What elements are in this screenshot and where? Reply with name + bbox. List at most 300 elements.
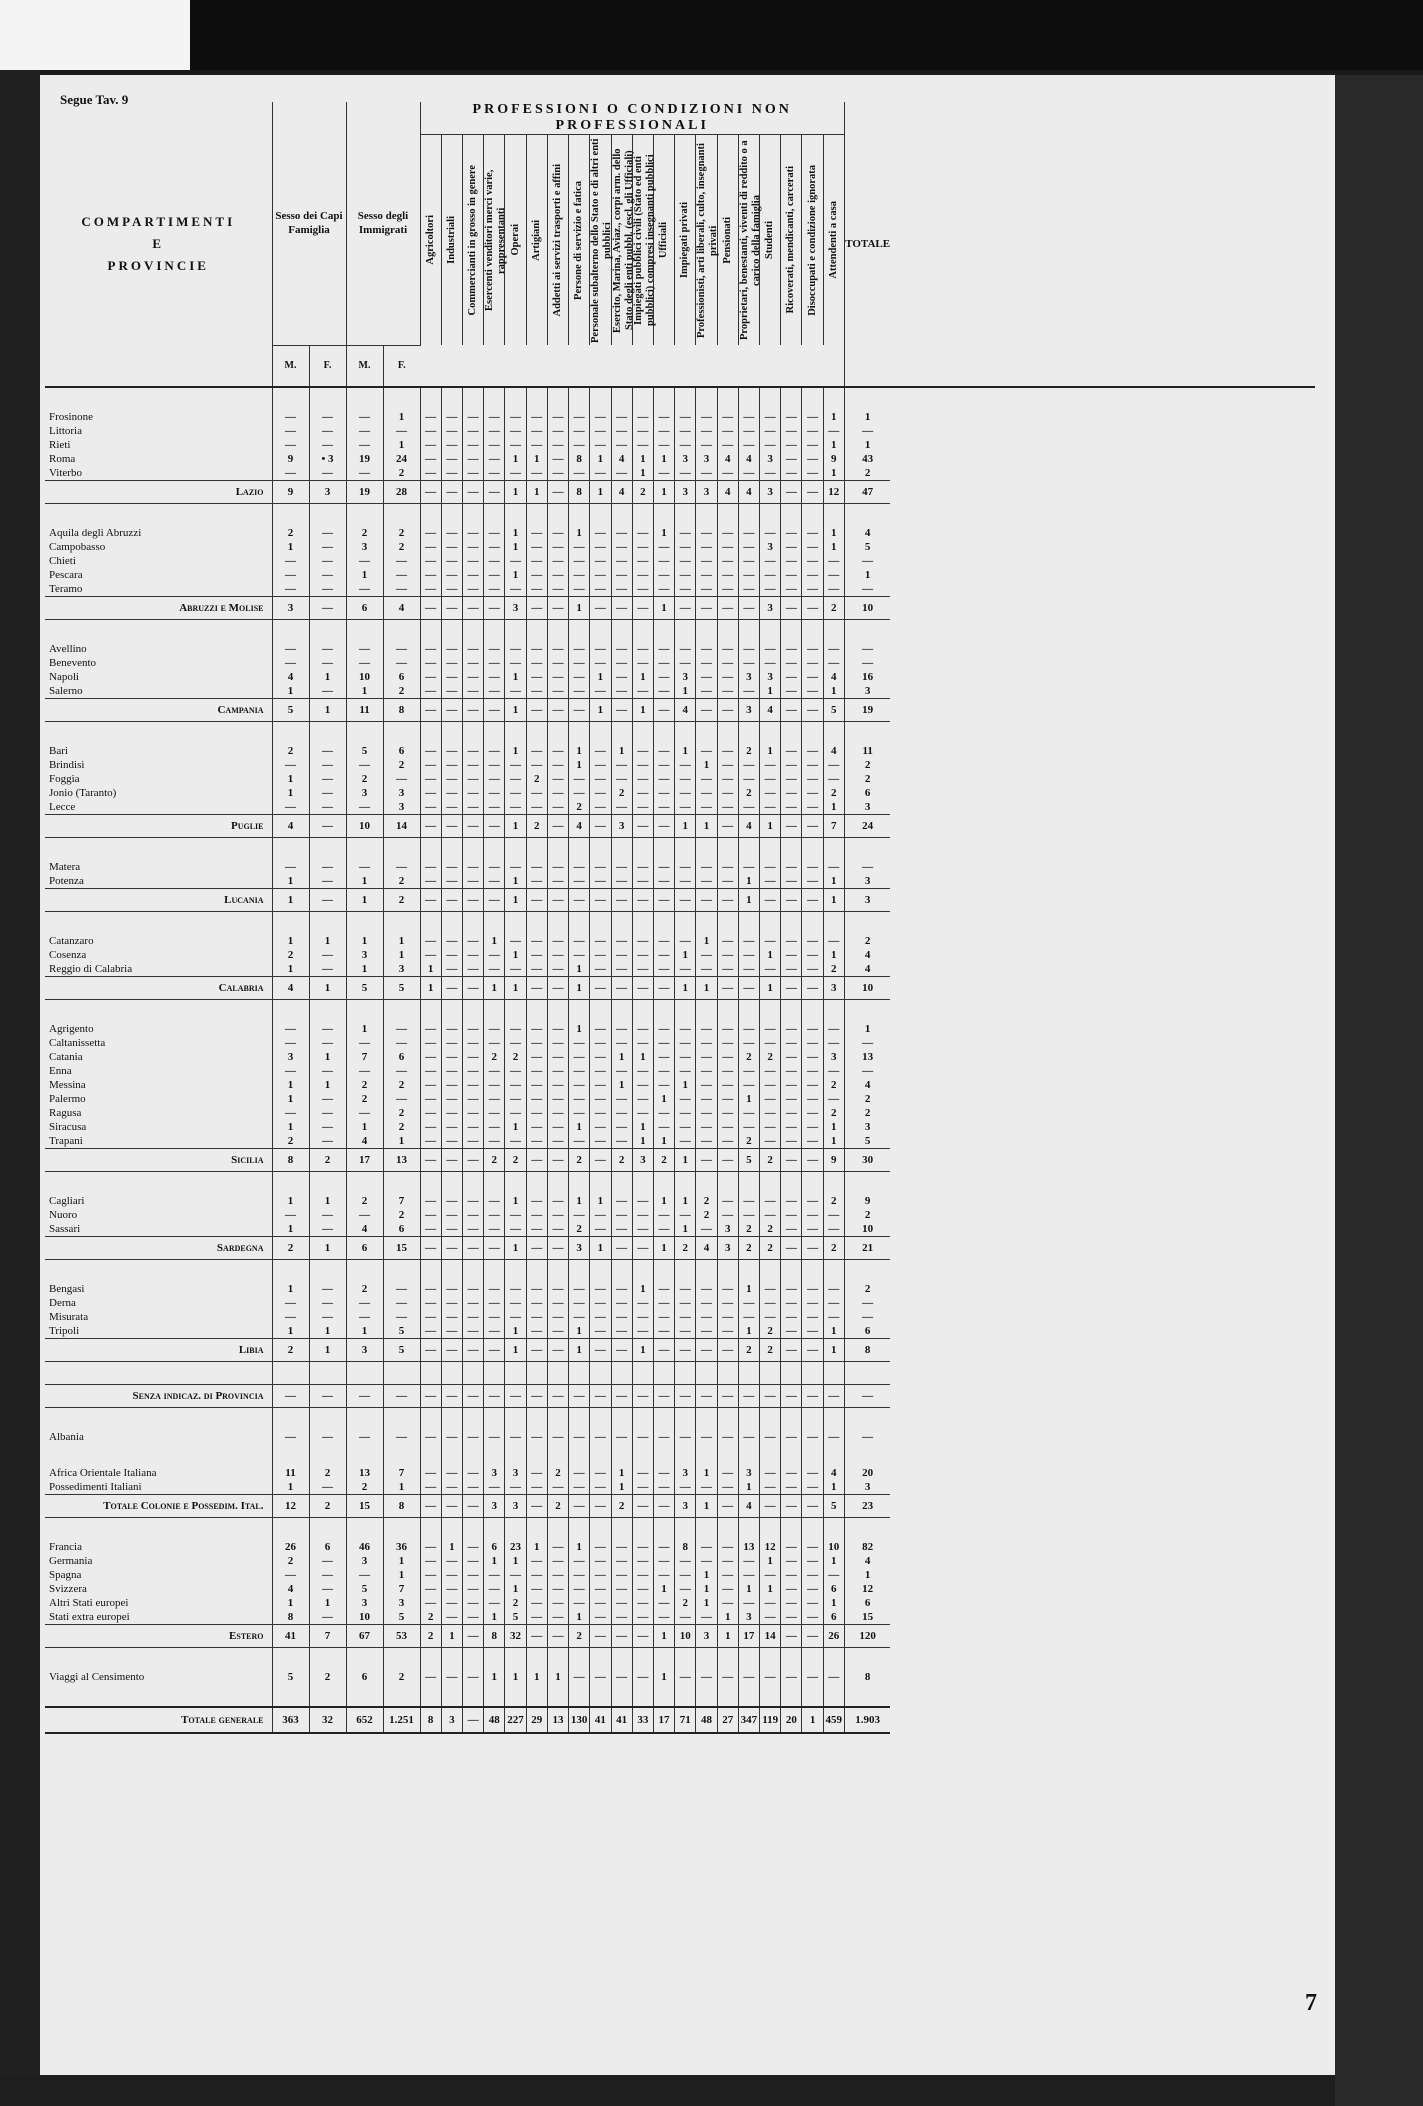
table-cell: 2	[696, 1194, 717, 1208]
table-cell: 1	[760, 1582, 781, 1596]
table-cell: 2	[383, 684, 420, 699]
table-cell: —	[675, 1106, 696, 1120]
table-cell: 1	[505, 1120, 526, 1134]
table-cell: —	[420, 582, 441, 597]
table-cell: —	[526, 786, 547, 800]
table-cell: —	[484, 656, 505, 670]
table-cell: —	[738, 1022, 759, 1036]
table-cell: —	[526, 874, 547, 889]
profession-label: Pensionati	[721, 216, 733, 264]
table-cell: 1	[675, 1078, 696, 1092]
table-cell: 1	[632, 452, 653, 466]
table-cell: —	[781, 1610, 802, 1625]
table-cell: 1	[760, 1554, 781, 1568]
table-cell: —	[675, 758, 696, 772]
table-cell: —	[760, 934, 781, 948]
table-cell: —	[272, 1106, 309, 1120]
row-label: Abruzzi e Molise	[45, 596, 272, 619]
table-cell: 1	[272, 888, 309, 911]
table-cell: 2	[760, 1324, 781, 1339]
table-cell: —	[526, 1296, 547, 1310]
table-cell: —	[611, 642, 632, 656]
table-cell: —	[802, 962, 823, 977]
table-cell: 1	[272, 684, 309, 699]
table-cell: —	[441, 1568, 462, 1582]
table-cell: —	[611, 874, 632, 889]
table-cell: —	[547, 1540, 568, 1554]
table-cell: —	[547, 424, 568, 438]
table-cell: —	[696, 1282, 717, 1296]
table-cell: —	[632, 596, 653, 619]
table-cell: —	[781, 1120, 802, 1134]
table-cell: —	[462, 1282, 483, 1296]
table-cell: 1	[272, 1596, 309, 1610]
table-cell: —	[420, 568, 441, 582]
table-cell: —	[346, 1568, 383, 1582]
profession-heading	[611, 135, 635, 346]
table-cell: 1	[505, 814, 526, 837]
table-cell: 9	[272, 452, 309, 466]
row-label: Libia	[45, 1338, 272, 1361]
table-cell: —	[590, 1296, 611, 1310]
table-cell: —	[653, 438, 674, 452]
table-cell: 4	[738, 480, 759, 503]
table-cell: —	[590, 1324, 611, 1339]
table-cell: —	[802, 1148, 823, 1171]
table-cell: —	[547, 1610, 568, 1625]
table-cell: —	[738, 1064, 759, 1078]
row-label: Bari	[49, 744, 68, 757]
table-cell: 24	[844, 814, 890, 837]
table-cell: 1	[569, 1120, 590, 1134]
table-cell: 48	[484, 1707, 505, 1733]
table-cell: 17	[738, 1624, 759, 1647]
province-row	[45, 568, 1315, 582]
table-cell: —	[802, 1430, 823, 1444]
table-cell: 10	[823, 1540, 844, 1554]
table-cell: 5	[823, 1494, 844, 1517]
table-cell: —	[675, 1384, 696, 1407]
table-cell: 4	[844, 962, 890, 977]
table-cell: —	[802, 1078, 823, 1092]
table-cell: 1.251	[383, 1707, 420, 1733]
table-cell: —	[717, 1568, 738, 1582]
table-cell: 1	[505, 874, 526, 889]
table-cell: 9	[272, 480, 309, 503]
table-cell: —	[760, 1078, 781, 1092]
table-cell: —	[441, 948, 462, 962]
table-cell: —	[653, 1568, 674, 1582]
table-cell: —	[526, 948, 547, 962]
spacer-row	[45, 1361, 1315, 1384]
table-cell: —	[569, 424, 590, 438]
table-cell: 5	[346, 976, 383, 999]
table-cell: —	[717, 1064, 738, 1078]
table-cell: —	[309, 1222, 346, 1237]
province-row	[45, 1092, 1315, 1106]
table-cell: 2	[505, 1596, 526, 1610]
table-cell: —	[569, 1554, 590, 1568]
table-cell: —	[760, 962, 781, 977]
table-cell: —	[569, 698, 590, 721]
table-cell: 227	[505, 1707, 526, 1733]
table-cell: 1	[823, 466, 844, 481]
table-cell: —	[420, 596, 441, 619]
table-cell: 1	[346, 1324, 383, 1339]
table-cell: —	[802, 1670, 823, 1684]
table-cell: 1	[346, 1120, 383, 1134]
table-cell: 4	[569, 814, 590, 837]
table-cell: —	[462, 1554, 483, 1568]
table-cell: —	[420, 1310, 441, 1324]
scan-margin-bottom	[0, 2075, 1335, 2106]
table-cell: —	[505, 1296, 526, 1310]
table-cell: —	[462, 758, 483, 772]
table-cell: —	[675, 1092, 696, 1106]
table-cell: —	[547, 568, 568, 582]
table-cell: 26	[823, 1624, 844, 1647]
scan-margin-right	[1335, 75, 1423, 2106]
table-cell: 1	[272, 1078, 309, 1092]
table-cell: —	[717, 976, 738, 999]
table-cell: —	[760, 1596, 781, 1610]
subtotal-row	[45, 1236, 1315, 1259]
province-row	[45, 1208, 1315, 1222]
table-cell: —	[611, 976, 632, 999]
row-label: Frosinone	[49, 410, 93, 423]
row-label: Palermo	[49, 1092, 86, 1105]
table-cell: 1	[632, 1134, 653, 1149]
table-cell: 1	[611, 1050, 632, 1064]
table-cell: 30	[844, 1148, 890, 1171]
table-cell: —	[653, 800, 674, 815]
table-cell: —	[569, 1208, 590, 1222]
table-cell: —	[462, 1106, 483, 1120]
table-cell: —	[590, 1430, 611, 1444]
table-cell: —	[272, 1036, 309, 1050]
table-cell: —	[802, 642, 823, 656]
table-cell: 1	[505, 1554, 526, 1568]
table-cell: 2	[569, 1222, 590, 1237]
table-cell: —	[484, 1208, 505, 1222]
table-cell: —	[547, 1222, 568, 1237]
table-cell: 1	[696, 1596, 717, 1610]
table-cell: —	[632, 1494, 653, 1517]
table-cell: —	[632, 582, 653, 597]
table-cell: —	[738, 526, 759, 540]
table-cell: 3	[844, 800, 890, 815]
table-cell: 6	[346, 1670, 383, 1684]
table-cell: 5	[383, 1338, 420, 1361]
table-cell: —	[462, 772, 483, 786]
table-cell: —	[696, 642, 717, 656]
table-cell: —	[717, 860, 738, 874]
table-cell: —	[569, 860, 590, 874]
table-cell: 1	[653, 452, 674, 466]
table-cell: —	[696, 540, 717, 554]
table-cell: 23	[844, 1494, 890, 1517]
table-cell: —	[547, 540, 568, 554]
table-cell: —	[823, 1208, 844, 1222]
row-label: Lazio	[45, 480, 272, 503]
table-cell: —	[272, 410, 309, 424]
table-cell: —	[802, 1324, 823, 1339]
table-cell: 1	[590, 698, 611, 721]
table-cell: —	[462, 814, 483, 837]
table-cell: —	[781, 684, 802, 699]
table-cell: —	[309, 424, 346, 438]
table-cell: 1	[823, 1554, 844, 1568]
table-cell: —	[441, 1134, 462, 1149]
table-cell: 1	[823, 1120, 844, 1134]
table-cell: 5	[844, 1134, 890, 1149]
table-cell: —	[653, 948, 674, 962]
table-cell: 2	[383, 526, 420, 540]
province-row	[45, 670, 1315, 684]
table-cell: —	[590, 656, 611, 670]
table-cell: —	[590, 1310, 611, 1324]
table-cell: —	[505, 1310, 526, 1324]
table-cell: —	[781, 642, 802, 656]
province-row	[45, 1324, 1315, 1339]
province-row	[45, 1134, 1315, 1149]
table-cell: 4	[823, 1466, 844, 1480]
table-cell: —	[717, 772, 738, 786]
table-cell: 1	[484, 1554, 505, 1568]
table-cell: —	[611, 1208, 632, 1222]
table-cell: —	[823, 642, 844, 656]
table-cell: 1	[590, 1236, 611, 1259]
table-cell: —	[526, 962, 547, 977]
table-cell: —	[611, 1610, 632, 1625]
table-cell: —	[569, 568, 590, 582]
table-cell: —	[272, 656, 309, 670]
table-cell: —	[484, 438, 505, 452]
row-label: Napoli	[49, 670, 79, 683]
table-cell: 4	[738, 814, 759, 837]
province-row	[45, 526, 1315, 540]
table-cell: —	[309, 1036, 346, 1050]
table-cell: —	[632, 1310, 653, 1324]
table-cell: —	[632, 1022, 653, 1036]
table-cell: 1	[653, 1134, 674, 1149]
table-cell: —	[462, 800, 483, 815]
table-cell: —	[738, 582, 759, 597]
table-cell: —	[781, 1036, 802, 1050]
table-cell: —	[441, 452, 462, 466]
table-cell: —	[653, 1222, 674, 1237]
table-cell: 1	[760, 976, 781, 999]
row-label: Altri Stati europei	[49, 1596, 129, 1609]
table-cell: —	[802, 596, 823, 619]
table-cell: 33	[632, 1707, 653, 1733]
subtotal-row	[45, 976, 1315, 999]
table-cell: —	[653, 1430, 674, 1444]
table-cell: —	[441, 934, 462, 948]
profession-label: Agricoltori	[424, 215, 436, 265]
table-cell: 2	[823, 1194, 844, 1208]
table-cell: 2	[760, 1148, 781, 1171]
table-cell: —	[802, 540, 823, 554]
subtotal-row	[45, 1624, 1315, 1647]
province-row	[45, 1222, 1315, 1237]
table-cell: —	[717, 1134, 738, 1149]
table-cell: 3	[346, 948, 383, 962]
table-cell: —	[420, 1596, 441, 1610]
profession-label: Impiegati pubblici civili (Stato ed enti pubblici) compresi insegnanti pubblici	[632, 154, 656, 326]
table-cell: —	[590, 466, 611, 481]
table-cell: —	[462, 1568, 483, 1582]
table-cell: —	[632, 1092, 653, 1106]
table-cell: —	[569, 642, 590, 656]
table-cell: —	[569, 1430, 590, 1444]
table-cell: —	[526, 1022, 547, 1036]
table-cell: 2	[569, 1148, 590, 1171]
table-cell: —	[823, 1222, 844, 1237]
table-cell: —	[590, 874, 611, 889]
table-cell: 5	[272, 1670, 309, 1684]
table-cell: 1	[505, 948, 526, 962]
table-cell: —	[717, 1554, 738, 1568]
table-cell: —	[653, 466, 674, 481]
table-cell: —	[632, 744, 653, 758]
profession-label: Esercenti venditori merci varie, rappresentanti	[484, 169, 508, 311]
province-row	[45, 934, 1315, 948]
table-cell: —	[590, 1384, 611, 1407]
table-cell: —	[505, 1480, 526, 1495]
table-cell: —	[346, 1064, 383, 1078]
table-cell: —	[781, 568, 802, 582]
table-cell: —	[738, 656, 759, 670]
table-cell: —	[802, 410, 823, 424]
table-cell: 2	[738, 1222, 759, 1237]
table-cell: —	[696, 698, 717, 721]
table-cell: —	[781, 526, 802, 540]
table-cell: —	[781, 1582, 802, 1596]
table-cell: 1	[547, 1670, 568, 1684]
table-cell: —	[462, 786, 483, 800]
table-cell: —	[441, 1064, 462, 1078]
table-cell: 1	[383, 1554, 420, 1568]
table-cell: 3	[844, 684, 890, 699]
table-cell: —	[484, 1064, 505, 1078]
table-cell: 4	[383, 596, 420, 619]
table-cell: 2	[526, 814, 547, 837]
table-cell: —	[823, 1430, 844, 1444]
table-cell: —	[462, 1064, 483, 1078]
table-cell: 2	[383, 874, 420, 889]
table-cell: —	[484, 1022, 505, 1036]
table-cell: —	[675, 1022, 696, 1036]
table-cell: 1	[738, 1480, 759, 1495]
table-cell: —	[653, 786, 674, 800]
table-cell: 2	[383, 1106, 420, 1120]
table-cell: —	[441, 976, 462, 999]
table-cell: —	[675, 786, 696, 800]
table-cell: —	[781, 466, 802, 481]
table-cell: —	[484, 596, 505, 619]
table-cell: —	[717, 1494, 738, 1517]
table-cell: —	[696, 1338, 717, 1361]
table-header	[45, 102, 1315, 387]
table-cell: —	[526, 1338, 547, 1361]
table-cell: —	[309, 540, 346, 554]
table-cell: —	[802, 582, 823, 597]
table-cell: —	[547, 934, 568, 948]
table-cell: —	[844, 1064, 890, 1078]
table-cell: —	[802, 1582, 823, 1596]
profession-label: Disoccupati e condizione ignorata	[806, 164, 818, 316]
table-cell: —	[272, 758, 309, 772]
table-cell: —	[547, 1624, 568, 1647]
table-cell: —	[346, 642, 383, 656]
table-cell: —	[526, 1282, 547, 1296]
table-cell: —	[569, 1134, 590, 1149]
table-cell: —	[526, 1194, 547, 1208]
profession-label: Proprietari, benestanti, viventi di reddito o a carico della famiglia	[738, 140, 762, 340]
table-cell: —	[717, 596, 738, 619]
table-cell: —	[781, 582, 802, 597]
table-cell: —	[346, 1310, 383, 1324]
table-cell: —	[675, 888, 696, 911]
table-cell: 1	[696, 1568, 717, 1582]
table-cell: —	[383, 1282, 420, 1296]
table-cell: —	[383, 1036, 420, 1050]
table-cell: —	[632, 1624, 653, 1647]
table-cell: —	[611, 684, 632, 699]
table-cell: —	[526, 596, 547, 619]
table-cell: —	[738, 540, 759, 554]
table-cell: —	[760, 1296, 781, 1310]
table-cell: —	[441, 424, 462, 438]
table-cell: —	[717, 1120, 738, 1134]
table-cell: —	[738, 466, 759, 481]
table-cell: 2	[844, 1282, 890, 1296]
table-cell: 6	[484, 1540, 505, 1554]
professions-title: PROFESSIONI O CONDIZIONI NON PROFESSIONALI	[420, 102, 844, 135]
table-cell: —	[420, 1078, 441, 1092]
table-cell: —	[653, 410, 674, 424]
table-cell: —	[462, 1466, 483, 1480]
table-cell: —	[611, 934, 632, 948]
table-cell: —	[441, 758, 462, 772]
province-row	[45, 1022, 1315, 1036]
profession-label: Personale subalterno dello Stato e di altri enti pubblici	[590, 137, 614, 343]
table-cell: 13	[844, 1050, 890, 1064]
table-cell: —	[717, 1480, 738, 1495]
table-cell: —	[611, 698, 632, 721]
profession-heading	[632, 135, 656, 346]
table-cell: 1	[383, 1134, 420, 1149]
table-cell: —	[760, 1480, 781, 1495]
table-cell: 1	[844, 410, 890, 424]
table-cell: 1	[272, 540, 309, 554]
table-cell: 3	[383, 786, 420, 800]
table-cell: —	[760, 874, 781, 889]
table-cell: 16	[844, 670, 890, 684]
table-cell: —	[462, 1582, 483, 1596]
table-cell: —	[462, 860, 483, 874]
profession-label: Studenti	[764, 221, 776, 259]
table-cell: 8	[569, 480, 590, 503]
profession-heading	[823, 135, 844, 346]
table-cell: 7	[823, 814, 844, 837]
table-cell: —	[632, 1222, 653, 1237]
table-cell: —	[420, 1148, 441, 1171]
table-cell: —	[611, 1296, 632, 1310]
table-cell: —	[696, 1092, 717, 1106]
table-cell: 2	[383, 1078, 420, 1092]
